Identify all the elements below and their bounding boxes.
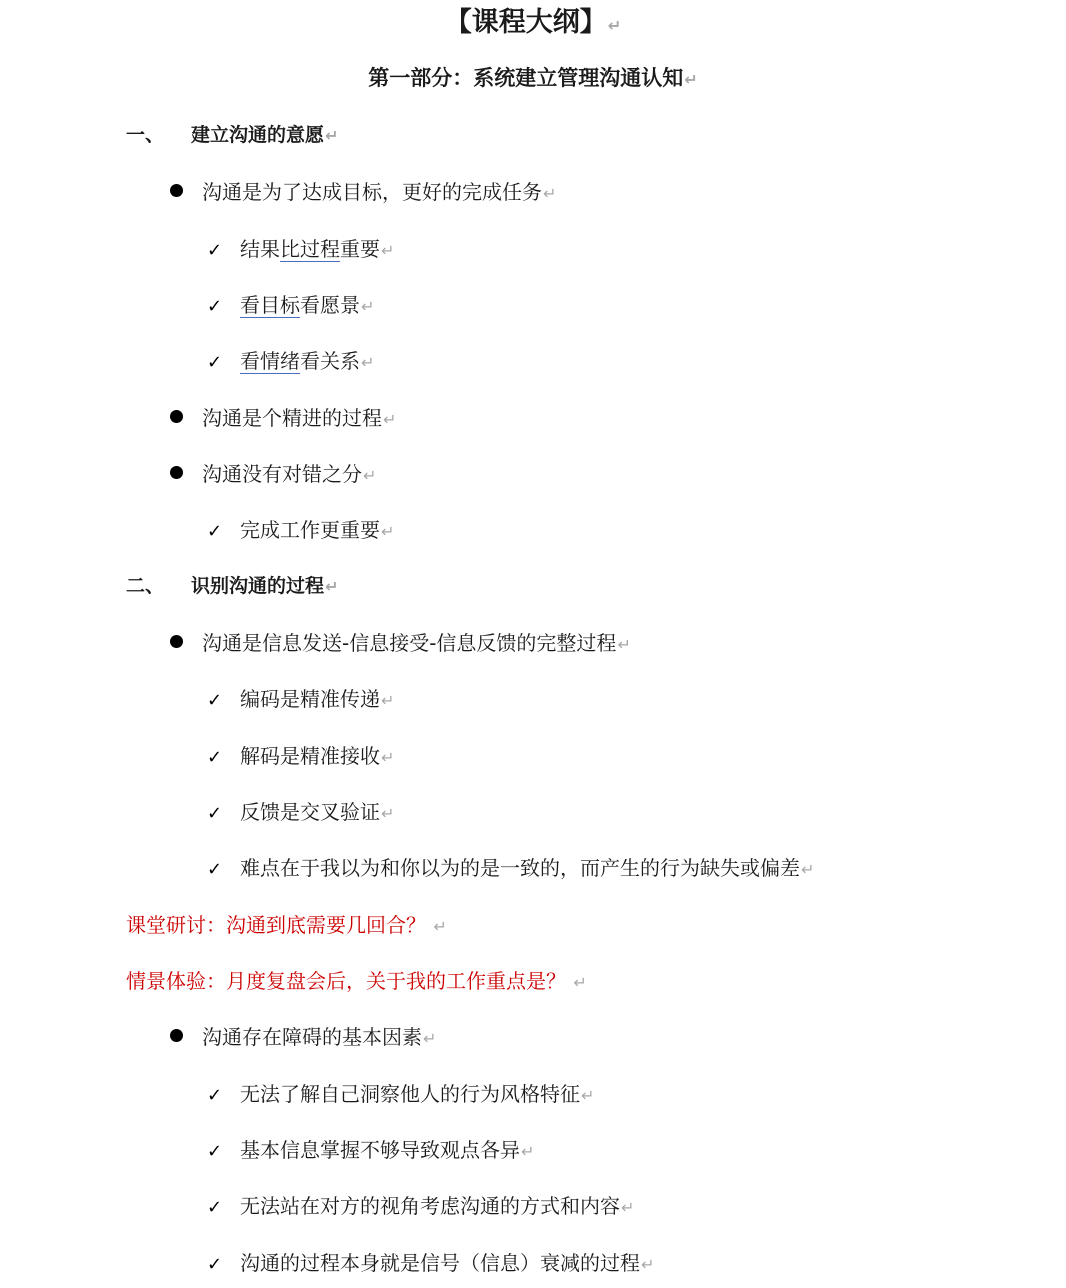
paragraph-mark-icon: ↵ xyxy=(801,860,815,879)
check-text: 看关系 xyxy=(300,349,360,373)
checkmark-icon: ✓ xyxy=(207,747,223,768)
paragraph-mark-icon: ↵ xyxy=(381,748,395,767)
bullet-dot-icon xyxy=(170,410,183,423)
check-item xyxy=(207,295,374,316)
bullet-text: 沟通是信息发送-信息接受-信息反馈的完整过程 xyxy=(202,631,617,655)
bullet-item xyxy=(170,633,631,653)
paragraph-mark-icon: ↵ xyxy=(361,297,375,316)
bullet-text: 沟通是为了达成目标，更好的完成任务 xyxy=(202,180,542,204)
highlight-text: 情景体验：月度复盘会后，关于我的工作重点是？ xyxy=(126,969,566,993)
paragraph-mark-icon: ↵ xyxy=(607,16,622,35)
course-outline-title xyxy=(0,9,1066,36)
underlined-text: 看目标 xyxy=(240,293,300,317)
bullet-dot-icon xyxy=(170,635,183,648)
section-heading-1 xyxy=(126,126,338,145)
paragraph-mark-icon: ↵ xyxy=(381,804,395,823)
check-text: 无法了解自己洞察他人的行为风格特征 xyxy=(240,1082,580,1106)
check-text: 无法站在对方的视角考虑沟通的方式和内容 xyxy=(240,1194,620,1218)
paragraph-mark-icon: ↵ xyxy=(543,184,557,203)
section-number: 二、 xyxy=(126,575,165,597)
checkmark-icon: ✓ xyxy=(207,690,223,711)
title-text: 【课程大纲】 xyxy=(444,7,607,38)
check-item xyxy=(207,1140,534,1161)
check-text: 看愿景 xyxy=(300,293,360,317)
paragraph-mark-icon: ↵ xyxy=(617,635,631,654)
check-item xyxy=(207,520,394,541)
section-number: 一、 xyxy=(126,124,165,146)
check-text: 解码是精准接收 xyxy=(240,744,380,768)
paragraph-mark-icon: ↵ xyxy=(621,1198,635,1217)
check-text: 沟通的过程本身就是信号（信息）衰减的过程 xyxy=(240,1251,640,1275)
check-item xyxy=(207,1253,654,1274)
paragraph-mark-icon: ↵ xyxy=(325,577,339,596)
paragraph-mark-icon: ↵ xyxy=(581,1086,595,1105)
check-item xyxy=(207,802,394,823)
bullet-dot-icon xyxy=(170,184,183,197)
check-item xyxy=(207,689,394,710)
part-title-text: 第一部分：系统建立管理沟通认知 xyxy=(368,66,684,90)
paragraph-mark-icon: ↵ xyxy=(423,1029,437,1048)
bullet-dot-icon xyxy=(170,1029,183,1042)
check-text: 重要 xyxy=(340,237,380,261)
check-item xyxy=(207,239,394,260)
paragraph-mark-icon: ↵ xyxy=(641,1255,655,1274)
paragraph-mark-icon: ↵ xyxy=(381,522,395,541)
paragraph-mark-icon: ↵ xyxy=(684,70,698,89)
checkmark-icon: ✓ xyxy=(207,803,223,824)
paragraph-mark-icon: ↵ xyxy=(381,241,395,260)
section-label: 建立沟通的意愿 xyxy=(191,124,325,146)
check-item xyxy=(207,746,394,767)
check-item xyxy=(207,858,814,879)
check-item xyxy=(207,1084,594,1105)
check-text: 编码是精准传递 xyxy=(240,687,380,711)
paragraph-mark-icon: ↵ xyxy=(361,353,375,372)
highlight-text: 课堂研讨：沟通到底需要几回合？ xyxy=(126,913,426,937)
paragraph-mark-icon: ↵ xyxy=(383,410,397,429)
checkmark-icon: ✓ xyxy=(207,1197,223,1218)
section-heading-2 xyxy=(126,577,338,596)
underlined-text: 比过程 xyxy=(280,237,340,261)
bullet-item xyxy=(170,1027,436,1047)
checkmark-icon: ✓ xyxy=(207,352,223,373)
checkmark-icon: ✓ xyxy=(207,859,223,880)
underlined-text: 看情绪 xyxy=(240,349,300,373)
checkmark-icon: ✓ xyxy=(207,1085,223,1106)
paragraph-mark-icon: ↵ xyxy=(573,973,587,992)
checkmark-icon: ✓ xyxy=(207,521,223,542)
paragraph-mark-icon: ↵ xyxy=(325,126,339,145)
check-item xyxy=(207,1196,634,1217)
checkmark-icon: ✓ xyxy=(207,1254,223,1275)
check-text: 基本信息掌握不够导致观点各异 xyxy=(240,1138,520,1162)
bullet-item xyxy=(170,182,556,202)
bullet-dot-icon xyxy=(170,466,183,479)
bullet-text: 沟通存在障碍的基本因素 xyxy=(202,1025,422,1049)
bullet-text: 沟通是个精进的过程 xyxy=(202,406,382,430)
section-label: 识别沟通的过程 xyxy=(191,575,325,597)
scenario-experience-note xyxy=(126,971,587,991)
part-one-heading xyxy=(0,68,1066,89)
paragraph-mark-icon: ↵ xyxy=(433,917,447,936)
check-item xyxy=(207,351,374,372)
checkmark-icon: ✓ xyxy=(207,296,223,317)
check-text: 反馈是交叉验证 xyxy=(240,800,380,824)
paragraph-mark-icon: ↵ xyxy=(521,1142,535,1161)
classroom-discussion-note xyxy=(126,915,447,935)
check-text: 完成工作更重要 xyxy=(240,518,380,542)
check-text: 结果 xyxy=(240,237,280,261)
bullet-text: 沟通没有对错之分 xyxy=(202,462,362,486)
bullet-item xyxy=(170,408,396,428)
bullet-item xyxy=(170,464,376,484)
paragraph-mark-icon: ↵ xyxy=(363,466,377,485)
checkmark-icon: ✓ xyxy=(207,240,223,261)
check-text: 难点在于我以为和你以为的是一致的，而产生的行为缺失或偏差 xyxy=(240,856,800,880)
paragraph-mark-icon: ↵ xyxy=(381,691,395,710)
checkmark-icon: ✓ xyxy=(207,1141,223,1162)
